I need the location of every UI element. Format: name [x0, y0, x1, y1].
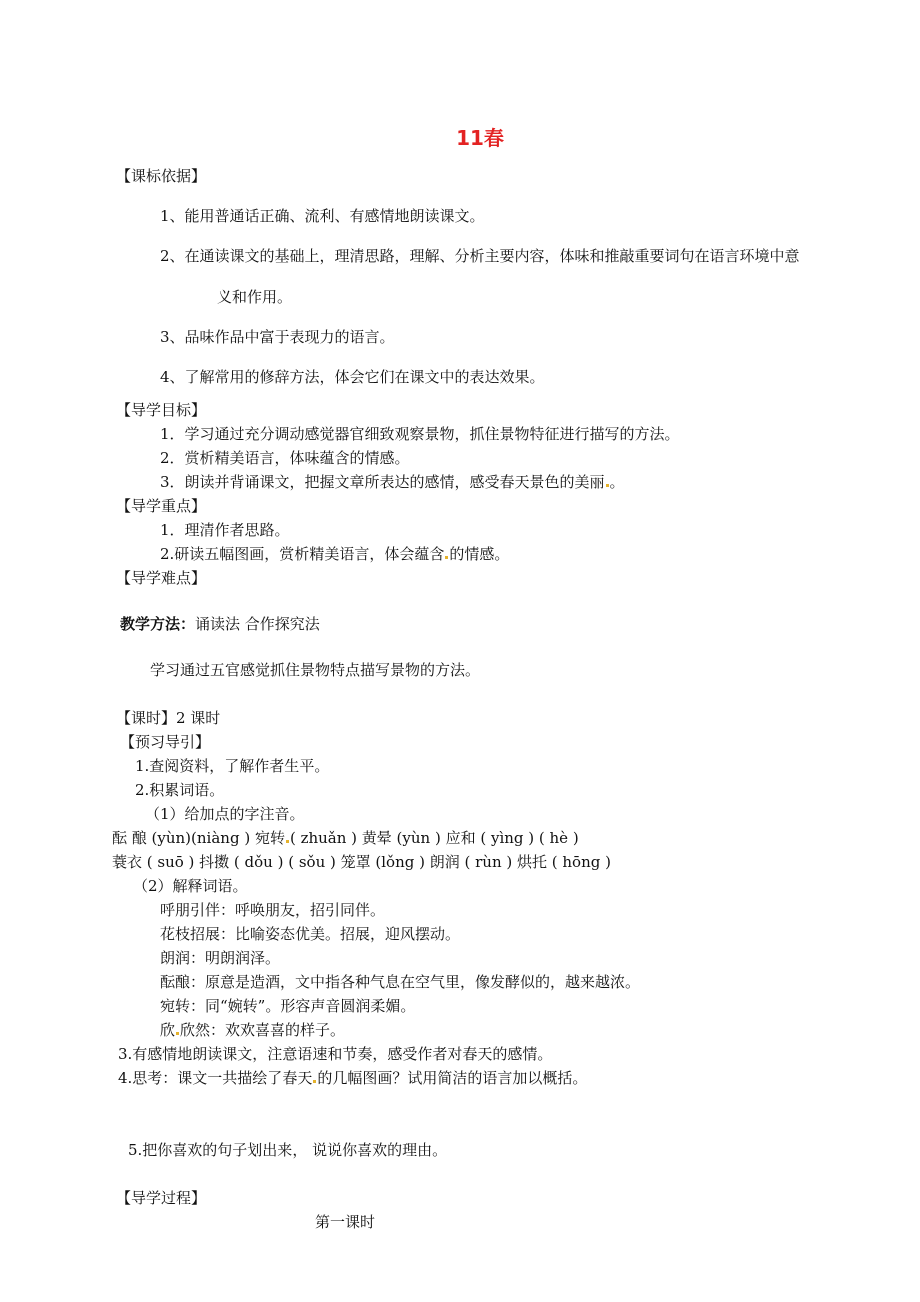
ciyu-6-b: 欣然：欢欢喜喜的样子。	[180, 1021, 346, 1039]
teaching-method-text: 诵读法 合作探究法	[195, 615, 320, 633]
nandian-text: 学习通过五官感觉抓住景物特点描写景物的方法。	[150, 661, 481, 679]
mubiao-item-3-text: 3．朗读并背诵课文，把握文章所表达的感情，感受春天景色的美丽	[160, 473, 605, 491]
zhongdian-item-1: 1．理清作者思路。	[160, 521, 290, 539]
section-zhongdian: 【导学重点】	[116, 497, 207, 515]
lesson-title: 11春	[456, 126, 504, 150]
section-mubiao: 【导学目标】	[116, 401, 207, 419]
pinyin-line-1	[112, 828, 579, 848]
yuxi-item-4-b: 的几幅图画？试用简洁的语言加以概括。	[317, 1069, 588, 1087]
yuxi-item-3: 3.有感情地朗读课文，注意语速和节奏，感受作者对春天的感情。	[118, 1045, 553, 1063]
yuxi-item-2-2: （2）解释词语。	[133, 877, 248, 895]
emphasis-dot-icon	[606, 484, 609, 487]
ciyu-6-a: 欣	[160, 1021, 176, 1039]
zhongdian-item-2-end: 的情感。	[449, 545, 510, 563]
yuxi-item-2-1: （1）给加点的字注音。	[145, 805, 305, 823]
yuxi-item-4	[118, 1068, 587, 1088]
emphasis-dot-icon	[313, 1080, 316, 1083]
kebiao-item-2: 2、在通读课文的基础上，理清思路，理解、分析主要内容，体味和推敲重要词句在语言环境中意	[160, 247, 800, 265]
ciyu-1: 呼朋引伴：呼唤朋友，招引同伴。	[160, 901, 386, 919]
emphasis-dot-icon	[286, 840, 289, 843]
section-nandian: 【导学难点】	[116, 569, 207, 587]
first-lesson-heading: 第一课时	[315, 1213, 376, 1231]
keshi: 【课时】2 课时	[116, 709, 221, 727]
kebiao-item-2-cont: 义和作用。	[217, 288, 293, 306]
yuxi-item-4-a: 4.思考：课文一共描绘了春天	[118, 1069, 313, 1087]
section-kebiao: 【课标依据】	[116, 167, 207, 185]
ciyu-6	[160, 1020, 345, 1040]
ciyu-2: 花枝招展：比喻姿态优美。招展，迎风摆动。	[160, 925, 461, 943]
kebiao-item-4: 4、了解常用的修辞方法，体会它们在课文中的表达效果。	[160, 368, 545, 386]
mubiao-item-3	[160, 472, 625, 492]
kebiao-item-3: 3、品味作品中富于表现力的语言。	[160, 328, 395, 346]
emphasis-dot-icon	[445, 556, 448, 559]
yuxi-item-2: 2.积累词语。	[135, 781, 225, 799]
yuxi-item-5: 5.把你喜欢的句子划出来， 说说你喜欢的理由。	[128, 1141, 448, 1159]
mubiao-item-1: 1．学习通过充分调动感觉器官细致观察景物，抓住景物特征进行描写的方法。	[160, 425, 680, 443]
ciyu-5: 宛转：同“婉转”。形容声音圆润柔媚。	[160, 997, 416, 1015]
kebiao-item-1: 1、能用普通话正确、流利、有感情地朗读课文。	[160, 207, 485, 225]
ciyu-3: 朗润：明朗润泽。	[160, 949, 281, 967]
emphasis-dot-icon	[176, 1032, 179, 1035]
mubiao-item-2: 2．赏析精美语言，体味蕴含的情感。	[160, 449, 410, 467]
section-yuxi: 【预习导引】	[120, 733, 211, 751]
zhongdian-item-2	[160, 544, 509, 564]
mubiao-item-3-end: 。	[609, 473, 625, 491]
section-guocheng: 【导学过程】	[116, 1189, 207, 1207]
pinyin-line-2: 蓑衣 ( suō ) 抖擞 ( dǒu ) ( sǒu ) 笼罩 (lǒng ) 朗润 ( rùn ) 烘托 ( hōng )	[112, 853, 611, 871]
pinyin-line-1-a: 酝 酿 (yùn)(niàng ) 宛转	[112, 829, 285, 847]
yuxi-item-1: 1.查阅资料，了解作者生平。	[135, 757, 330, 775]
teaching-method-label: 教学方法：	[120, 615, 196, 633]
teaching-method	[120, 614, 320, 634]
zhongdian-item-2-text: 2.研读五幅图画，赏析精美语言，体会蕴含	[160, 545, 445, 563]
pinyin-line-1-b: ( zhuǎn ) 黄晕 (yùn ) 应和 ( yìng ) ( hè )	[289, 829, 579, 847]
ciyu-4: 酝酿：原意是造酒，文中指各种气息在空气里，像发酵似的，越来越浓。	[160, 973, 641, 991]
